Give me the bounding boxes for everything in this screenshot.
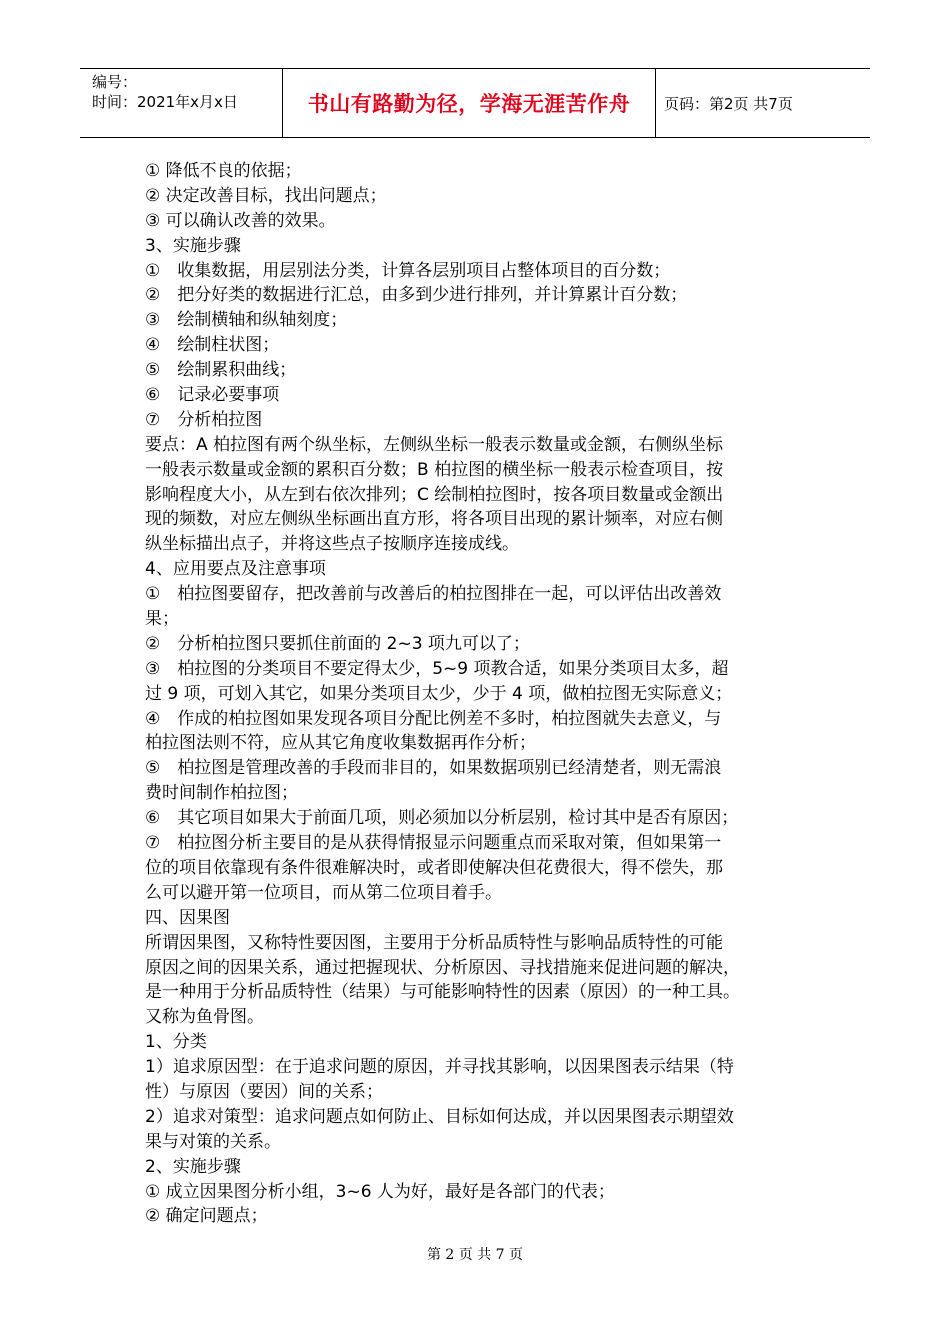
text-line: ⑦ 分析柏拉图: [145, 409, 263, 430]
text-line: ① 降低不良的依据；: [145, 161, 302, 181]
text-line: ② 决定改善目标，找出问题点；: [145, 185, 387, 206]
text-line: ⑥ 其它项目如果大于前面几项，则必须加以分析层别，检讨其中是否有原因；: [145, 808, 739, 829]
text-line: 位的项目依靠现有条件很难解决时，或者即使解决但花费很大，得不偿失，那: [145, 857, 723, 878]
text-line: ④ 绘制柱状图；: [145, 335, 280, 356]
page-header: [80, 68, 870, 138]
text-line: 2、实施步骤: [145, 1156, 241, 1177]
text-line: 所谓因果图，又称特性要因图，主要用于分析品质特性与影响品质特性的可能: [145, 932, 723, 953]
page-footer: 第 2 页 共 7 页: [426, 1247, 524, 1263]
text-line: 费时间制作柏拉图；: [145, 783, 298, 804]
text-line: 性）与原因（要因）间的关系；: [145, 1081, 383, 1102]
text-line: ⑤ 绘制累积曲线；: [145, 360, 297, 381]
text-line: 果与对策的关系。: [145, 1131, 281, 1152]
text-line: ① 成立因果图分析小组，3~6 人为好，最好是各部门的代表；: [145, 1181, 615, 1202]
text-line: ⑤ 柏拉图是管理改善的手段而非目的，如果数据项别已经清楚者，则无需浪: [145, 758, 722, 779]
text-line: 原因之间的因果关系，通过把握现状、分析原因、寻找措施来促进问题的解决，: [145, 957, 740, 978]
text-line: ⑦ 柏拉图分析主要目的是从获得情报显示问题重点而采取对策，但如果第一: [145, 833, 722, 854]
text-line: ③ 绘制横轴和纵轴刻度；: [145, 310, 348, 331]
text-line: 又称为鱼骨图。: [145, 1007, 264, 1028]
text-line: 果；: [145, 609, 179, 630]
text-line: ② 分析柏拉图只要抓住前面的 2~3 项九可以了；: [145, 633, 530, 654]
header-page-info: 页码：第2页 共7页: [664, 95, 793, 113]
header-info-cell: [80, 69, 283, 137]
document-number-label: 编号：: [92, 73, 138, 91]
header-page-cell: [656, 69, 870, 137]
text-line: 是一种用于分析品质特性（结果）与可能影响特性的因素（原因）的一种工具。: [145, 982, 740, 1003]
text-line: 一般表示数量或金额的累积百分数；B 柏拉图的横坐标一般表示检查项目，按: [145, 459, 724, 480]
text-line: 4、应用要点及注意事项: [145, 559, 326, 580]
text-line: 影响程度大小，从左到右依次排列；C 绘制柏拉图时，按各项目数量或金额出: [145, 484, 724, 505]
text-line: 现的频数，对应左侧纵坐标画出直方形，将各项目出现的累计频率，对应右侧: [145, 509, 723, 530]
text-line: ④ 作成的柏拉图如果发现各项目分配比例差不多时，柏拉图就失去意义，与: [145, 708, 722, 729]
text-line: ② 把分好类的数据进行汇总，由多到少进行排列，并计算累计百分数；: [145, 285, 688, 306]
text-line: 纵坐标描出点子，并将这些点子按顺序连接成线。: [145, 534, 519, 555]
text-line: 过 9 项，可划入其它，如果分类项目太少，少于 4 项，做柏拉图无实际意义；: [145, 683, 733, 704]
text-line: 1）追求原因型：在于追求问题的原因，并寻找其影响，以因果图表示结果（特: [145, 1057, 734, 1078]
text-line: 2）追求对策型：追求问题点如何防止、目标如何达成，并以因果图表示期望效: [145, 1106, 734, 1127]
text-line: 要点：A 柏拉图有两个纵坐标，左侧纵坐标一般表示数量或金额，右侧纵坐标: [145, 434, 724, 455]
header-motto: 书山有路勤为径，学海无涯苦作舟: [307, 92, 631, 116]
text-line: ③ 柏拉图的分类项目不要定得太少，5~9 项教合适，如果分类项目太多，超: [145, 658, 729, 679]
text-line: ① 柏拉图要留存，把改善前与改善后的柏拉图排在一起，可以评估出改善效: [145, 584, 722, 605]
text-line: 1、分类: [145, 1032, 207, 1053]
text-line: 么可以避开第一位项目，而从第二位项目着手。: [145, 882, 502, 903]
text-line: 3、实施步骤: [145, 235, 241, 256]
text-line: ② 确定问题点；: [145, 1206, 268, 1227]
text-line: ⑥ 记录必要事项: [145, 385, 280, 406]
header-motto-cell: [283, 69, 656, 137]
document-date-label: 时间：2021年x月x日: [92, 93, 238, 111]
text-line: ③ 可以确认改善的效果。: [145, 210, 336, 231]
text-line: ① 收集数据，用层别法分类，计算各层别项目占整体项目的百分数；: [145, 260, 671, 281]
document-body: [145, 159, 810, 1229]
text-line: 四、因果图: [145, 907, 230, 928]
text-line: 柏拉图法则不符，应从其它角度收集数据再作分析；: [145, 733, 536, 754]
